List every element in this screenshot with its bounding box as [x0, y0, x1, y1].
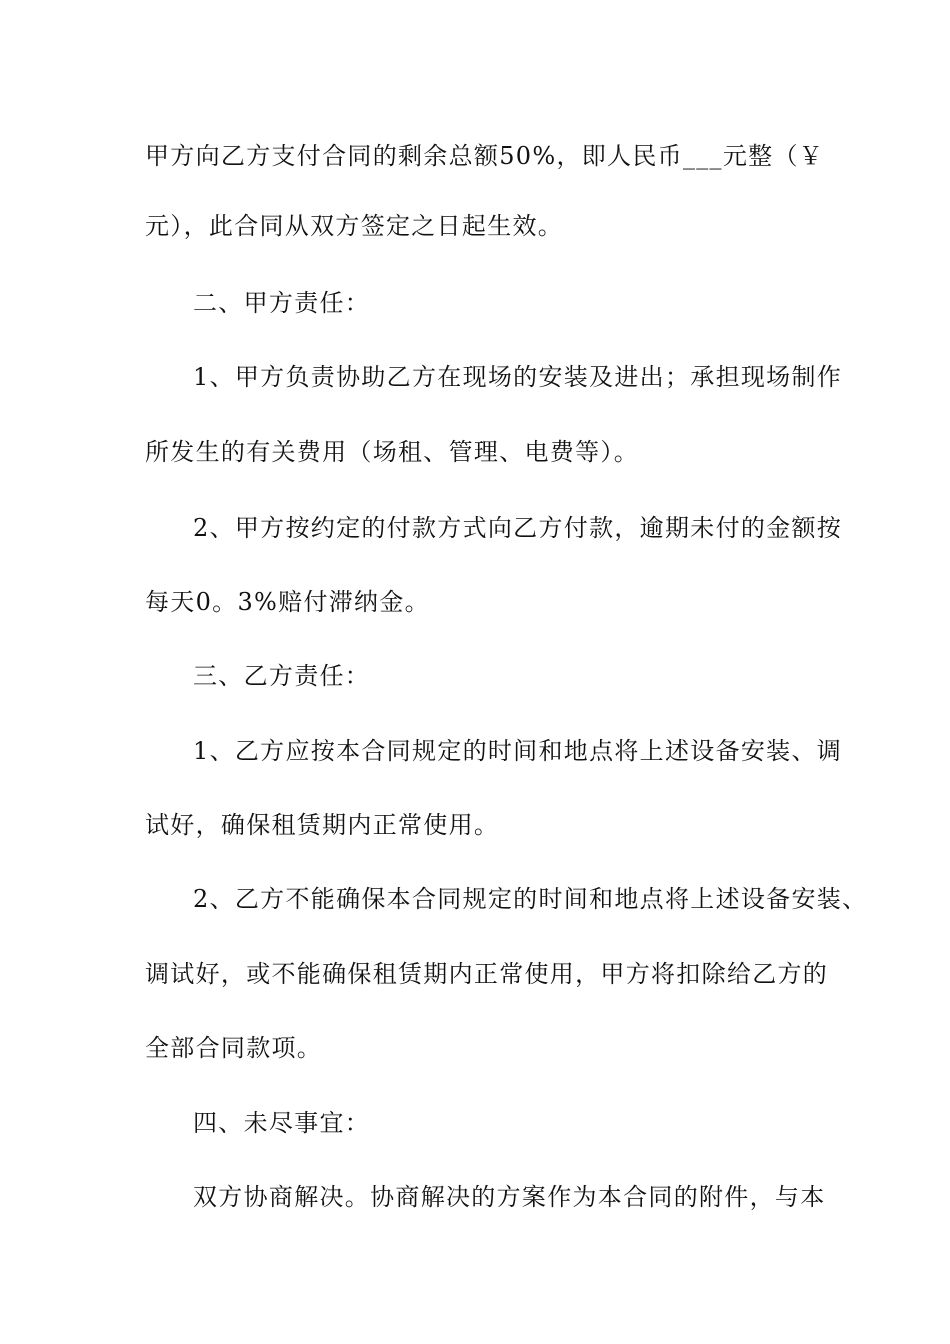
- section-heading-party-a: 二、甲方责任：: [193, 289, 371, 317]
- payment-text-line-1: 甲方向乙方支付合同的剩余总额50%，即人民币___元整（￥: [145, 142, 825, 170]
- payment-text-line-2: 元），此合同从双方签定之日起生效。: [145, 212, 564, 240]
- other-matters-text-line-1: 双方协商解决。协商解决的方案作为本合同的附件，与本: [193, 1183, 826, 1211]
- party-a-clause-2-line-2: 每天0。3%赔付滞纳金。: [145, 588, 430, 616]
- party-a-clause-2-line-1: 2、甲方按约定的付款方式向乙方付款，逾期未付的金额按: [193, 514, 843, 542]
- party-a-clause-1-line-1: 1、甲方负责协助乙方在现场的安装及进出；承担现场制作: [193, 363, 843, 391]
- party-b-clause-2-line-3: 全部合同款项。: [145, 1034, 323, 1062]
- party-b-clause-1-line-2: 试好，确保租赁期内正常使用。: [145, 811, 500, 839]
- party-b-clause-2-line-1: 2、乙方不能确保本合同规定的时间和地点将上述设备安装、: [193, 885, 868, 913]
- section-heading-other-matters: 四、未尽事宜：: [193, 1109, 371, 1137]
- section-heading-party-b: 三、乙方责任：: [193, 662, 371, 690]
- party-b-clause-1-line-1: 1、乙方应按本合同规定的时间和地点将上述设备安装、调: [193, 737, 843, 765]
- party-b-clause-2-line-2: 调试好，或不能确保租赁期内正常使用，甲方将扣除给乙方的: [145, 960, 829, 988]
- party-a-clause-1-line-2: 所发生的有关费用（场租、管理、电费等）。: [145, 438, 639, 466]
